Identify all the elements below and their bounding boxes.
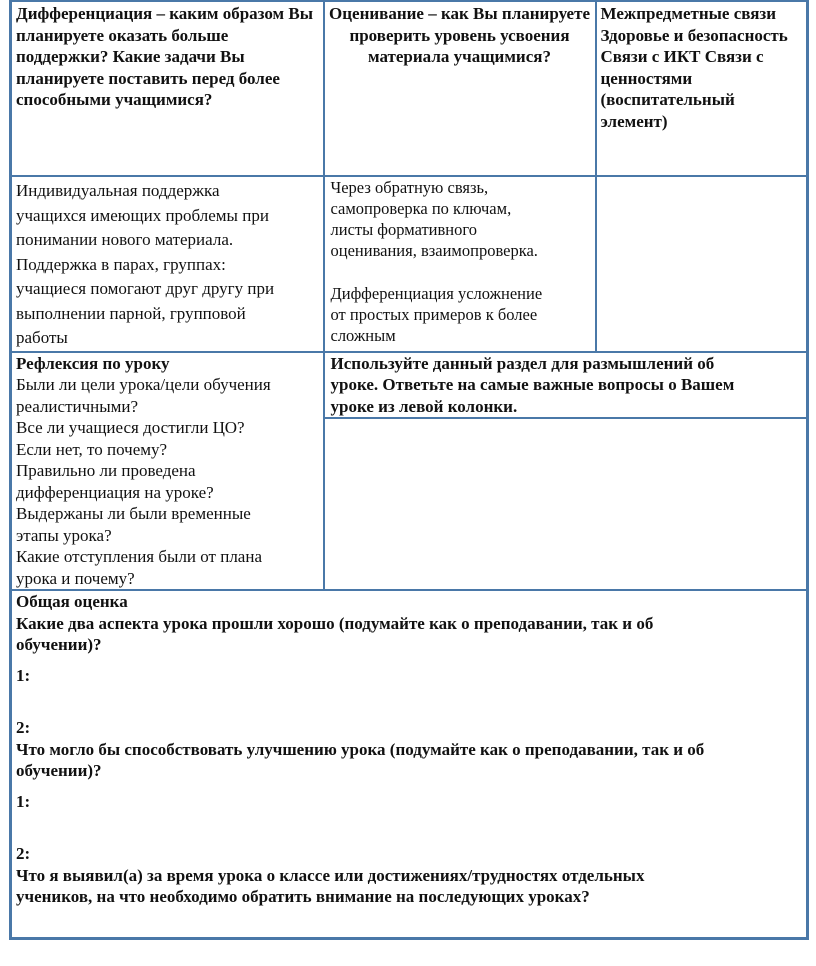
q1-line: обучении)? bbox=[16, 635, 102, 654]
q2-item-2: 2: bbox=[16, 844, 31, 863]
differentiation-line: сложным bbox=[330, 326, 396, 345]
reflection-line: Правильно ли проведена bbox=[16, 461, 196, 480]
reflection-line: Все ли учащиеся достигли ЦО? bbox=[16, 418, 245, 437]
instruction-line: уроке из левой колонки. bbox=[330, 396, 518, 416]
q3-line: Что я выявил(а) за время урока о классе или достижениях/трудностях отдельных bbox=[16, 865, 645, 885]
overall-title: Общая оценка bbox=[16, 592, 128, 611]
reflection-instruction bbox=[325, 353, 807, 419]
reflection-line: Были ли цели урока/цели обучения bbox=[16, 375, 271, 394]
support-line: понимании нового материала. bbox=[16, 230, 234, 249]
header-cross-curricular: Межпредметные связи Здоровье и безопасность Связи с ИКТ Связи с ценностями (воспитательный элемент) bbox=[596, 1, 808, 176]
q1-item-1: 1: bbox=[16, 665, 31, 685]
assessment-line: оценивания, взаимопроверка. bbox=[330, 241, 538, 260]
reflection-line: урока и почему? bbox=[16, 568, 135, 588]
support-line: Индивидуальная поддержка bbox=[16, 181, 220, 200]
assessment-line: самопроверка по ключам, bbox=[330, 199, 512, 218]
q2-line: обучении)? bbox=[16, 761, 102, 780]
assessment-line: Через обратную связь, bbox=[330, 178, 489, 197]
support-cell bbox=[11, 176, 324, 352]
q2-item-1: 1: bbox=[16, 791, 31, 811]
support-line: учащихся имеющих проблемы при bbox=[16, 205, 269, 225]
reflection-line: реалистичными? bbox=[16, 396, 139, 416]
reflection-questions-cell bbox=[11, 352, 324, 591]
support-line: работы bbox=[16, 328, 68, 347]
overall-row bbox=[11, 590, 808, 939]
reflection-line: Если нет, то почему? bbox=[16, 439, 168, 459]
assessment-cell bbox=[324, 176, 596, 352]
support-line: выполнении парной, групповой bbox=[16, 303, 246, 323]
q2-line: Что могло бы способствовать улучшению урока (подумайте как о преподавании, так и об bbox=[16, 739, 705, 759]
q1-line: Какие два аспекта урока прошли хорошо (подумайте как о преподавании, так и об bbox=[16, 613, 654, 633]
q1-item-2: 2: bbox=[16, 718, 31, 737]
differentiation-line: от простых примеров к более bbox=[330, 305, 538, 324]
header-assessment: Оценивание – как Вы планируете проверить уровень усвоения материала учащимися? bbox=[324, 1, 596, 176]
instruction-line: уроке. Ответьте на самые важные вопросы о Вашем bbox=[330, 375, 735, 394]
reflection-line: дифференциация на уроке? bbox=[16, 482, 214, 502]
q3-line: учеников, на что необходимо обратить внимание на последующих уроках? bbox=[16, 887, 590, 906]
reflection-answer-area[interactable] bbox=[325, 418, 807, 589]
links-cell bbox=[596, 176, 808, 352]
header-row bbox=[11, 1, 808, 176]
reflection-line: Какие отступления были от плана bbox=[16, 547, 262, 566]
reflection-line: этапы урока? bbox=[16, 525, 112, 545]
reflection-row bbox=[11, 352, 808, 591]
plan-row bbox=[11, 176, 808, 352]
overall-cell bbox=[11, 590, 808, 939]
header-differentiation: Дифференциация – каким образом Вы планируете оказать больше поддержки? Какие задачи Вы планируете поставить перед более способными учащимися? bbox=[11, 1, 324, 176]
differentiation-line: Дифференциация усложнение bbox=[330, 284, 543, 303]
support-line: учащиеся помогают друг другу при bbox=[16, 279, 275, 298]
lesson-reflection-table bbox=[9, 0, 809, 940]
reflection-line: Выдержаны ли были временные bbox=[16, 504, 251, 523]
support-line: Поддержка в парах, группах: bbox=[16, 254, 226, 274]
assessment-line: листы формативного bbox=[330, 220, 477, 239]
reflection-notes-cell bbox=[324, 352, 808, 591]
reflection-title: Рефлексия по уроку bbox=[16, 353, 170, 373]
reflection-notes-table bbox=[325, 353, 807, 590]
instruction-line: Используйте данный раздел для размышлений об bbox=[330, 353, 715, 373]
